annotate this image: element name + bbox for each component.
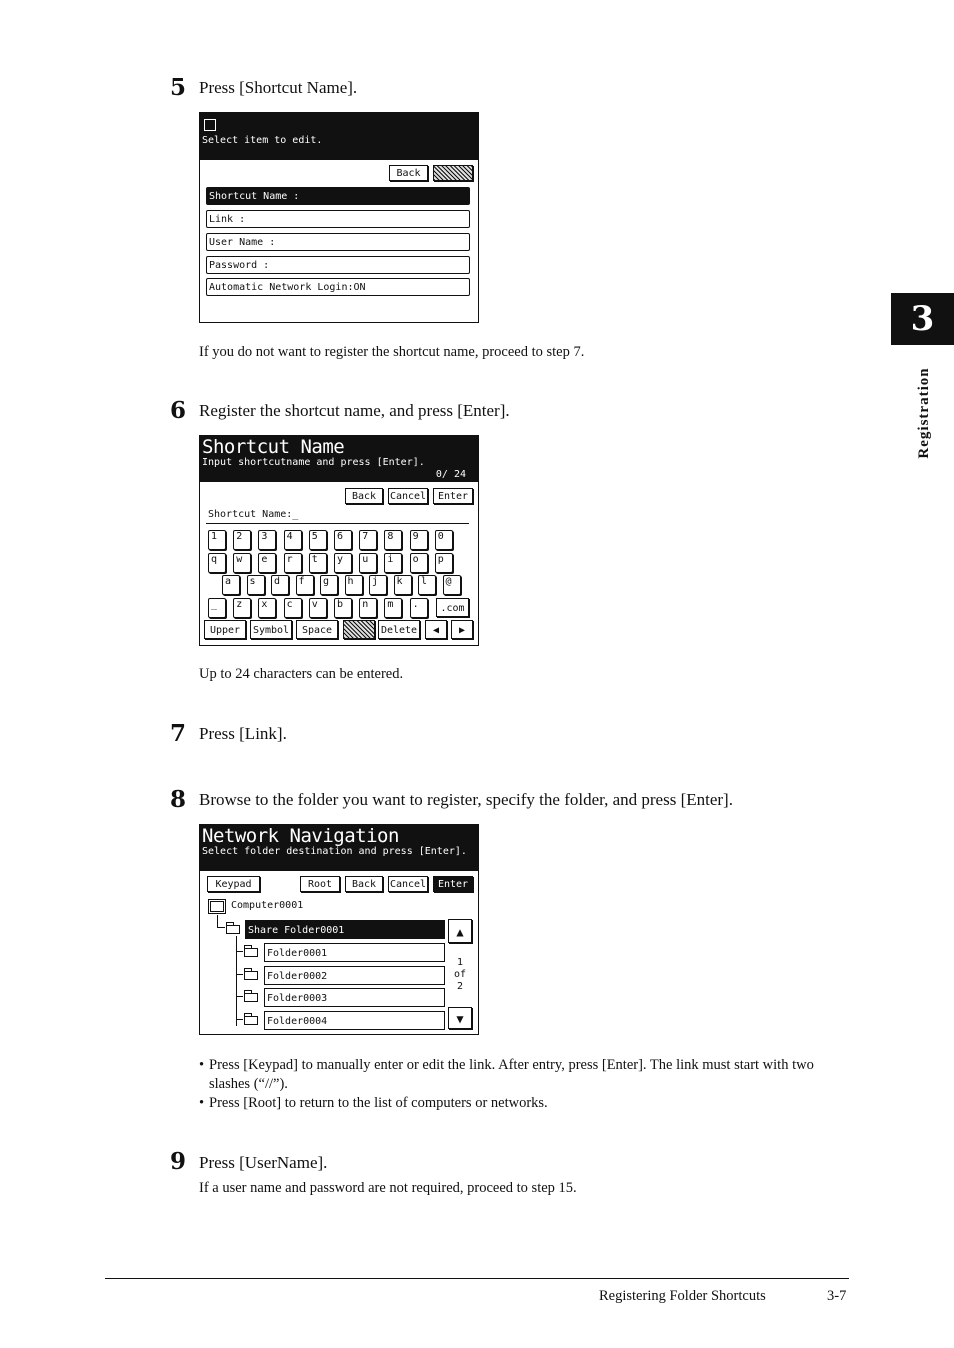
key-w[interactable]: w [233, 553, 251, 573]
step-text-9: Press [UserName]. [199, 1153, 328, 1172]
key-u[interactable]: u [359, 553, 377, 573]
tree-line [236, 974, 243, 975]
row-password[interactable]: Password : [206, 256, 470, 274]
step-note-6: Up to 24 characters can be entered. [199, 666, 404, 682]
chapter-tab [891, 293, 954, 345]
key-2[interactable]: 2 [233, 530, 251, 550]
key-s[interactable]: s [247, 575, 265, 595]
chapter-number: 3 [910, 299, 935, 339]
row-user-name[interactable]: User Name : [206, 233, 470, 251]
row-shortcut-name[interactable]: Shortcut Name : [206, 187, 470, 205]
key-j[interactable]: j [369, 575, 387, 595]
key-5[interactable]: 5 [309, 530, 327, 550]
row-auto-login[interactable]: Automatic Network Login:ON [206, 278, 470, 296]
screen-subtitle: Select item to edit. [202, 135, 323, 146]
bullet-1 [199, 1056, 844, 1094]
page-current: 1 [457, 957, 464, 968]
key-z[interactable]: z [233, 598, 251, 618]
folder-row[interactable]: Folder0001 [264, 943, 445, 962]
key-7[interactable]: 7 [359, 530, 377, 550]
enter-button[interactable]: Enter [433, 876, 473, 892]
shortcut-name-field[interactable]: Shortcut Name:_ [208, 509, 299, 520]
folder-icon [226, 925, 240, 934]
cancel-button[interactable]: Cancel [388, 876, 428, 892]
back-button[interactable]: Back [345, 488, 383, 504]
step-note-9: If a user name and password are not required, proceed to step 15. [199, 1180, 577, 1196]
key-q[interactable]: q [208, 553, 226, 573]
page-of: of [454, 969, 467, 980]
right-arrow-icon[interactable]: ▶ [451, 620, 473, 639]
delete-key[interactable]: Delete [378, 620, 420, 639]
screen-header [200, 825, 478, 871]
computer-icon [210, 901, 224, 912]
upper-key[interactable]: Upper [204, 620, 246, 639]
key-g[interactable]: g [320, 575, 338, 595]
key-n[interactable]: n [359, 598, 377, 618]
key-0[interactable]: 0 [435, 530, 453, 550]
computer-label[interactable]: Computer0001 [231, 900, 304, 911]
screen-header [200, 113, 478, 159]
tree-line [236, 936, 237, 1026]
step-text-8: Browse to the folder you want to register, specify the folder, and press [Enter]. [199, 790, 733, 809]
left-arrow-icon[interactable]: ◀ [425, 620, 447, 639]
folder-icon [244, 948, 258, 957]
disabled-button [433, 165, 473, 181]
step-number-8: 8 [170, 786, 187, 813]
key-9[interactable]: 9 [410, 530, 428, 550]
key-d[interactable]: d [271, 575, 289, 595]
folder-icon [244, 993, 258, 1002]
key-underscore[interactable]: _ [208, 598, 226, 618]
key-l[interactable]: l [418, 575, 436, 595]
key-o[interactable]: o [410, 553, 428, 573]
key-e[interactable]: e [258, 553, 276, 573]
screen-title: Network Navigation [202, 825, 399, 847]
key-3[interactable]: 3 [258, 530, 276, 550]
footer-page: 3-7 [827, 1288, 847, 1304]
back-button[interactable]: Back [345, 876, 383, 892]
folder-icon [244, 971, 258, 980]
step-number-6: 6 [170, 397, 187, 424]
field-underline [206, 523, 469, 524]
symbol-key[interactable]: Symbol [250, 620, 292, 639]
chapter-label: Registration [916, 367, 932, 459]
screen-edit-shortcut [199, 112, 479, 323]
tree-line [236, 1019, 243, 1020]
step-number-9: 9 [170, 1148, 187, 1175]
bullet-dot: • [199, 1095, 205, 1111]
key-m[interactable]: m [384, 598, 402, 618]
screen-subtitle: Select folder destination and press [Enter]. [202, 846, 467, 857]
key-y[interactable]: y [334, 553, 352, 573]
key-r[interactable]: r [284, 553, 302, 573]
screen-title: Shortcut Name [202, 436, 345, 458]
scroll-down-icon[interactable]: ▼ [448, 1007, 472, 1029]
screen-network-navigation [199, 824, 479, 1035]
divider [200, 159, 478, 160]
key-k[interactable]: k [394, 575, 412, 595]
tree-line [236, 951, 243, 952]
dotcom-key[interactable]: .com [436, 598, 469, 617]
step-text-5: Press [Shortcut Name]. [199, 78, 358, 97]
key-6[interactable]: 6 [334, 530, 352, 550]
key-h[interactable]: h [345, 575, 363, 595]
keypad-button[interactable]: Keypad [207, 876, 260, 892]
space-key[interactable]: Space [296, 620, 338, 639]
folder-row[interactable]: Folder0003 [264, 988, 445, 1007]
back-button[interactable]: Back [389, 165, 428, 181]
screen-subtitle: Input shortcutname and press [Enter]. [202, 457, 425, 468]
bullet-dot: • [199, 1057, 205, 1073]
folder-row[interactable]: Folder0004 [264, 1011, 445, 1030]
key-x[interactable]: x [258, 598, 276, 618]
folder-row[interactable]: Folder0002 [264, 966, 445, 985]
bullet-text: Press [Root] to return to the list of computers or networks. [209, 1095, 548, 1111]
root-button[interactable]: Root [300, 876, 340, 892]
disabled-key [343, 620, 375, 639]
key-period[interactable]: . [410, 598, 428, 618]
bullet-text: Press [Keypad] to manually enter or edit the link. After entry, press [Enter]. The link must start with two slashes (“//”). [209, 1057, 814, 1092]
key-t[interactable]: t [309, 553, 327, 573]
key-p[interactable]: p [435, 553, 453, 573]
tree-line [217, 915, 218, 927]
step-text-6: Register the shortcut name, and press [Enter]. [199, 401, 510, 420]
key-a[interactable]: a [222, 575, 240, 595]
key-c[interactable]: c [284, 598, 302, 618]
key-1[interactable]: 1 [208, 530, 226, 550]
tree-line [236, 996, 243, 997]
key-at[interactable]: @ [443, 575, 461, 595]
share-folder-row[interactable]: Share Folder0001 [245, 920, 445, 939]
scroll-up-icon[interactable]: ▲ [448, 919, 472, 943]
tree-line [217, 927, 225, 928]
bullet-2 [199, 1094, 844, 1113]
key-4[interactable]: 4 [284, 530, 302, 550]
row-link[interactable]: Link : [206, 210, 470, 228]
footer-title: Registering Folder Shortcuts [599, 1288, 766, 1304]
screen-header [200, 436, 478, 482]
screen-shortcut-name [199, 435, 479, 646]
key-b[interactable]: b [334, 598, 352, 618]
step-note-5: If you do not want to register the shortcut name, proceed to step 7. [199, 344, 585, 360]
footer-rule [105, 1278, 849, 1279]
folder-icon [244, 1016, 258, 1025]
enter-button[interactable]: Enter [433, 488, 473, 504]
step-number-5: 5 [170, 74, 187, 101]
cancel-button[interactable]: Cancel [388, 488, 428, 504]
shortcut-icon [204, 119, 216, 131]
page-total: 2 [457, 981, 464, 992]
step-text-7: Press [Link]. [199, 724, 287, 743]
char-counter: 0/ 24 [435, 469, 466, 480]
key-v[interactable]: v [309, 598, 327, 618]
key-8[interactable]: 8 [384, 530, 402, 550]
key-i[interactable]: i [384, 553, 402, 573]
key-f[interactable]: f [296, 575, 314, 595]
step-number-7: 7 [170, 720, 187, 747]
